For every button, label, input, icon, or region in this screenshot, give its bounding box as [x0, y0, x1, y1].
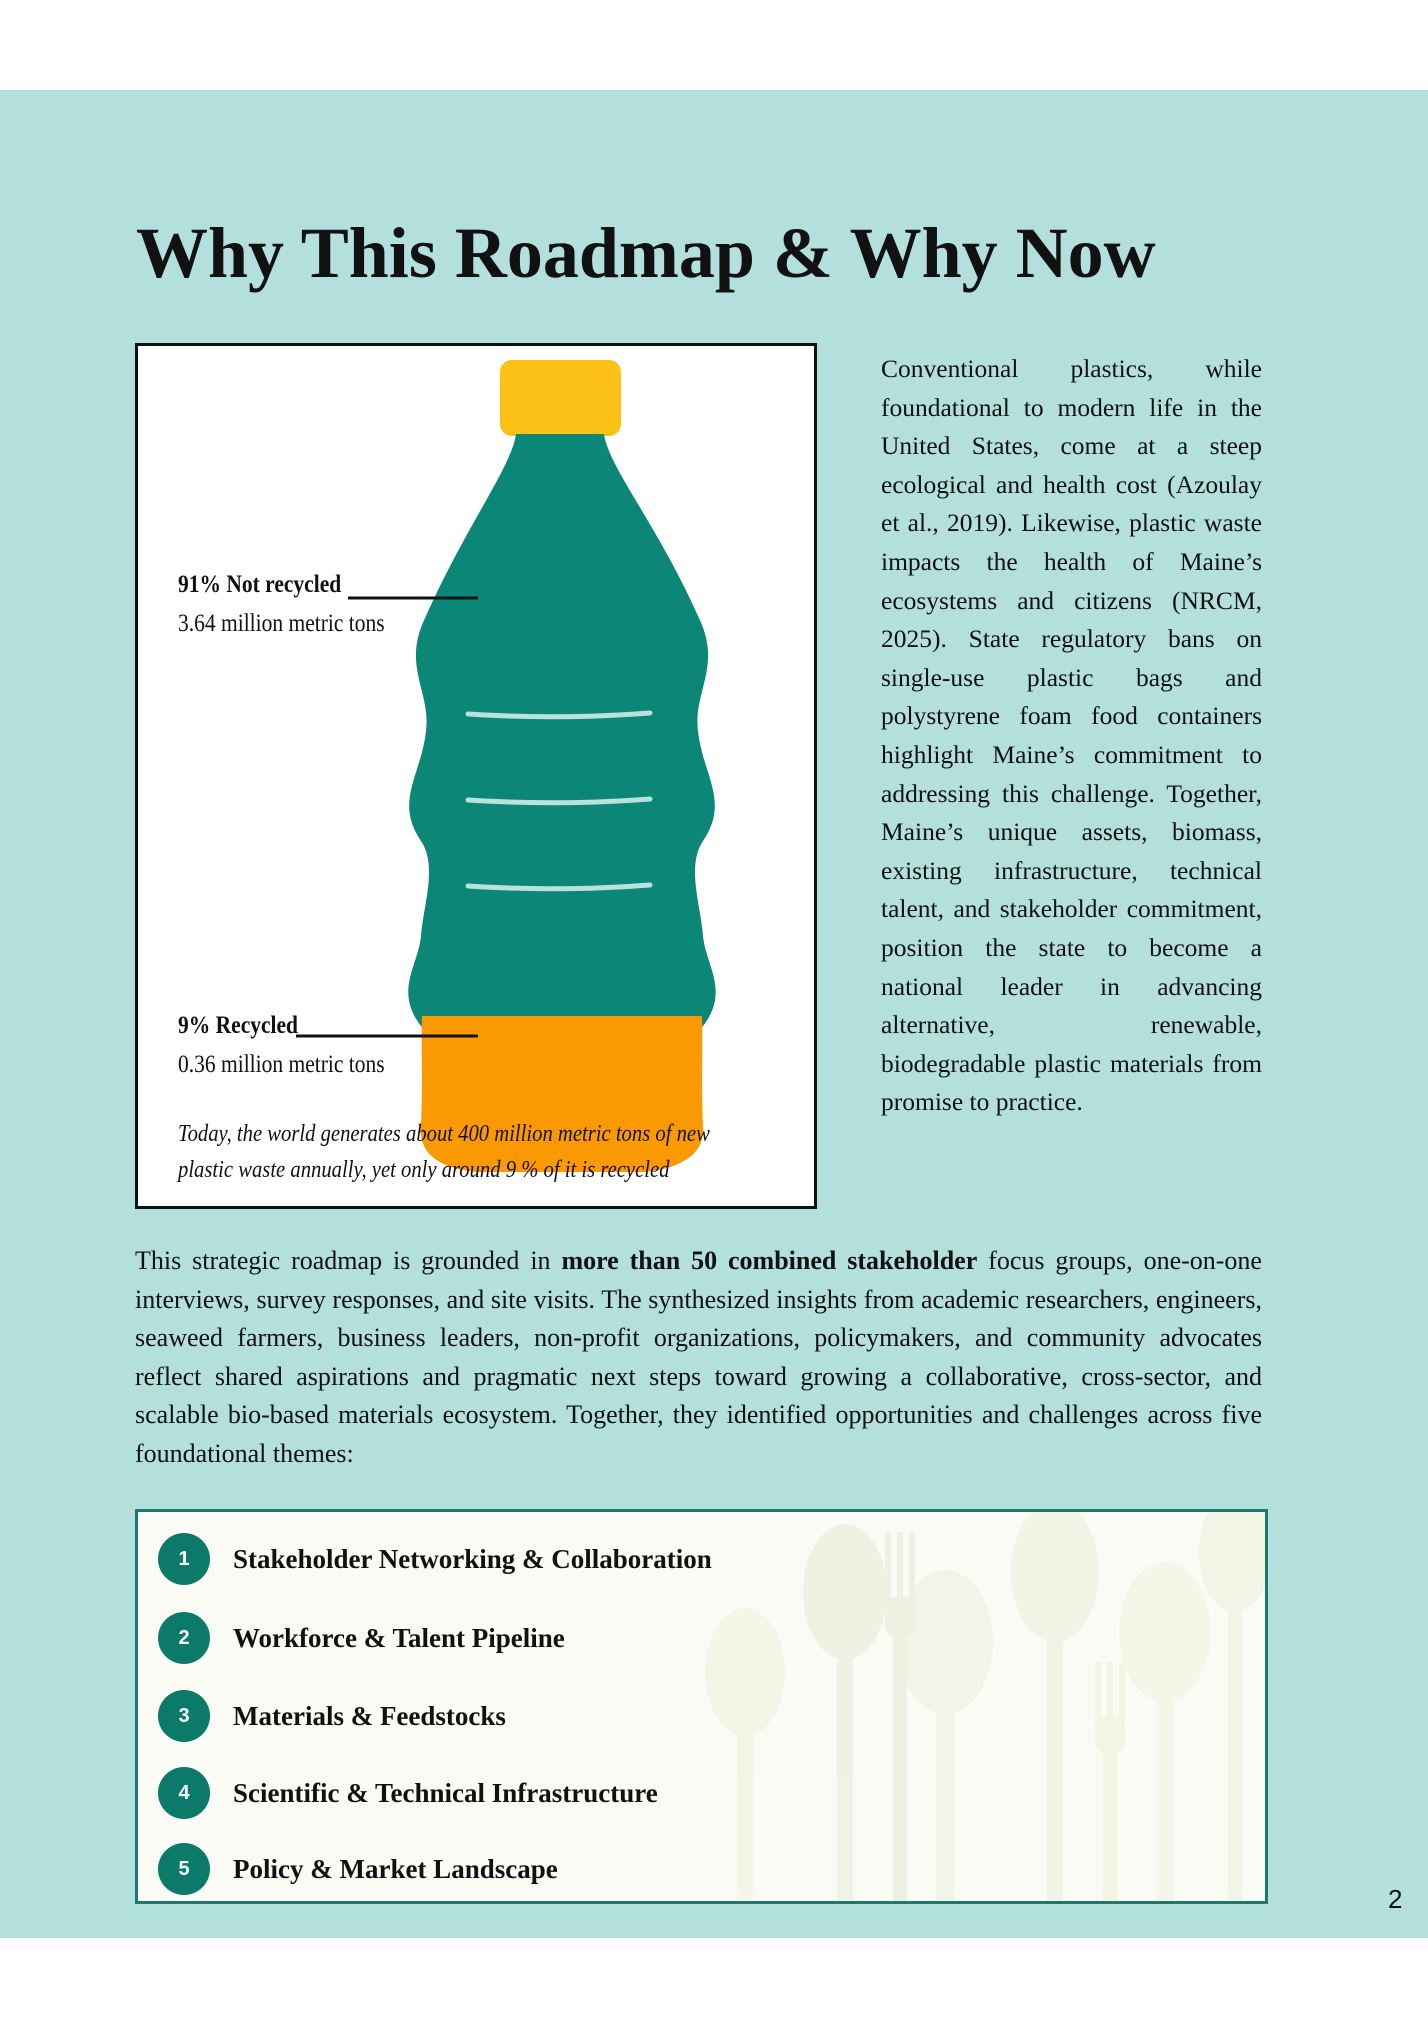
theme-item: [158, 1611, 565, 1665]
bottle-cap: [500, 360, 621, 436]
page-title: Why This Roadmap & Why Now: [136, 213, 1156, 293]
theme-item: [158, 1532, 712, 1586]
not-recycled-amount: 3.64 million metric tons: [178, 610, 385, 637]
theme-number-badge: 4: [158, 1767, 210, 1819]
theme-item: [158, 1766, 658, 1820]
theme-item: [158, 1689, 506, 1743]
cutlery-background-graphic: [625, 1512, 1265, 1901]
theme-number-badge: 3: [158, 1690, 210, 1742]
paragraph-text-start: This strategic roadmap is grounded in: [135, 1246, 562, 1275]
themes-box: [135, 1509, 1268, 1904]
theme-label: Materials & Feedstocks: [233, 1700, 506, 1731]
theme-label: Workforce & Talent Pipeline: [233, 1622, 565, 1653]
page-number: 2: [1388, 1884, 1403, 1914]
theme-label: Policy & Market Landscape: [233, 1853, 558, 1884]
recycled-label: 9% Recycled: [178, 1012, 299, 1039]
figure-caption: Today, the world generates about 400 million metric tons of new plastic waste annually, yet only around 9 % of it is recycled: [178, 1121, 710, 1183]
theme-label: Stakeholder Networking & Collaboration: [233, 1543, 712, 1574]
theme-number-badge: 5: [158, 1843, 210, 1895]
theme-number-badge: 1: [158, 1533, 210, 1585]
paragraph-emphasis: more than 50 combined stakeholder: [561, 1246, 978, 1275]
theme-label: Scientific & Technical Infrastructure: [233, 1777, 658, 1808]
theme-item: [158, 1842, 558, 1896]
recycled-amount: 0.36 million metric tons: [178, 1051, 385, 1078]
not-recycled-label: 91% Not recycled: [178, 571, 342, 598]
theme-number-badge: 2: [158, 1612, 210, 1664]
stakeholder-paragraph: [135, 1242, 1262, 1474]
paragraph-text-end: focus groups, one-on-one interviews, survey responses, and site visits. The synthesized insights from academic researchers, engineers, seaweed farmers, business leaders, non-profit organizations, policymakers, and community advocates reflect shared aspirations and pragmatic next steps toward growing a collaborative, cross-sector, and scalable bio-based materials ecosystem. Together, they identified opportunities and challenges across five foundational themes:: [135, 1246, 1262, 1468]
intro-paragraph: Conventional plastics, while foundational to modern life in the United States, come at a steep ecological and health cost (Azoulay et al., 2019). Likewise, plastic waste impacts the health of Maine’s ecosystems and citizens (NRCM, 2025). State regulatory bans on single-use plastic bags and polystyrene foam food containers highlight Maine’s commitment to addressing this challenge. Together, Maine’s unique assets, biomass, existing infrastructure, technical talent, and stakeholder commitment, position the state to become a national leader in advancing alternative, renewable, biodegradable plastic materials from promise to practice.: [881, 354, 1262, 1117]
recycling-figure: [135, 343, 817, 1209]
